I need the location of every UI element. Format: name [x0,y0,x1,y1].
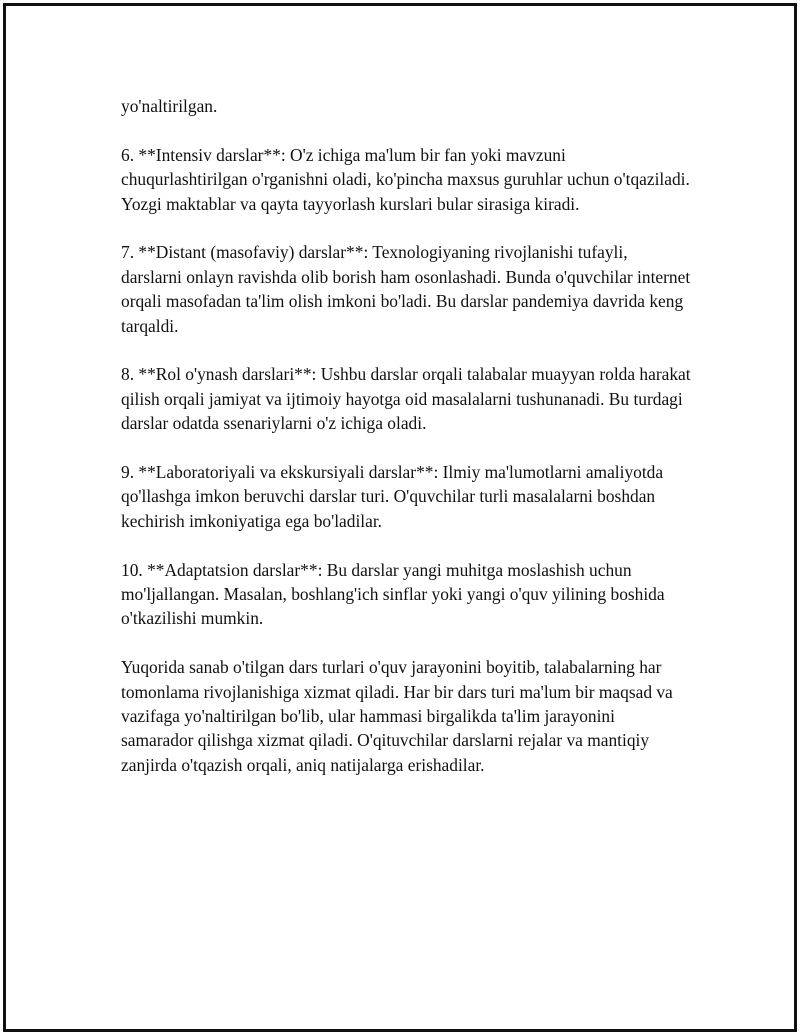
paragraph-item-7-distance-lessons: 7. **Distant (masofaviy) darslar**: Texnologiyaning rivojlanishi tufayli, darslarni onlayn ravishda olib borish ham osonlashadi. Bunda o'quvchilar internet orqali masofadan ta'lim olish imkoni bo'ladi. Bu darslar pandemiya davrida keng tarqaldi. [121,242,691,336]
paragraph-item-6-intensive-lessons: 6. **Intensiv darslar**: O'z ichiga ma'lum bir fan yoki mavzuni chuqurlashtirilgan o'rganishni oladi, ko'pincha maxsus guruhlar uchun o'tqaziladi. Yozgi maktablar va qayta tayyorlash kurslari bular sirasiga kiradi. [121,144,690,214]
paragraph-continuation: yo'naltirilgan. [121,96,218,116]
page-border [3,3,797,1032]
document-body [121,94,691,802]
paragraph-item-9-laboratory-lessons: 9. **Laboratoriyali va ekskursiyali darslar**: Ilmiy ma'lumotlarni amaliyotda qo'llashga imkon beruvchi darslar turi. O'quvchilar turli masalalarni boshdan kechirish imkoniyatiga ega bo'ladilar. [121,462,664,531]
paragraph-item-8-role-play-lessons: 8. **Rol o'ynash darslari**: Ushbu darslar orqali talabalar muayyan rolda harakat qilish orqali jamiyat va ijtimoiy hayotga oid masalalarni tushunanadi. Bu turdagi darslar odatda ssenariylarni o'z ichiga oladi. [121,364,691,434]
paragraph-conclusion: Yuqorida sanab o'tilgan dars turlari o'quv jarayonini boyitib, talabalarning har tomonlama rivojlanishiga xizmat qiladi. Har bir dars turi ma'lum bir maqsad va vazifaga yo'naltirilgan bo'lib, ular hammasi birgalikda ta'lim jarayonini samarador qilishga xizmat qiladi. O'qituvchilar darslarni rejalar va mantiqiy zanjirda o'tqazish orqali, aniq natijalarga erishadilar. [121,657,673,775]
paragraph-item-10-adaptation-lessons: 10. **Adaptatsion darslar**: Bu darslar yangi muhitga moslashish uchun mo'ljallangan. Masalan, boshlang'ich sinflar yoki yangi o'quv yilining boshida o'tkazilishi mumkin. [121,559,665,629]
